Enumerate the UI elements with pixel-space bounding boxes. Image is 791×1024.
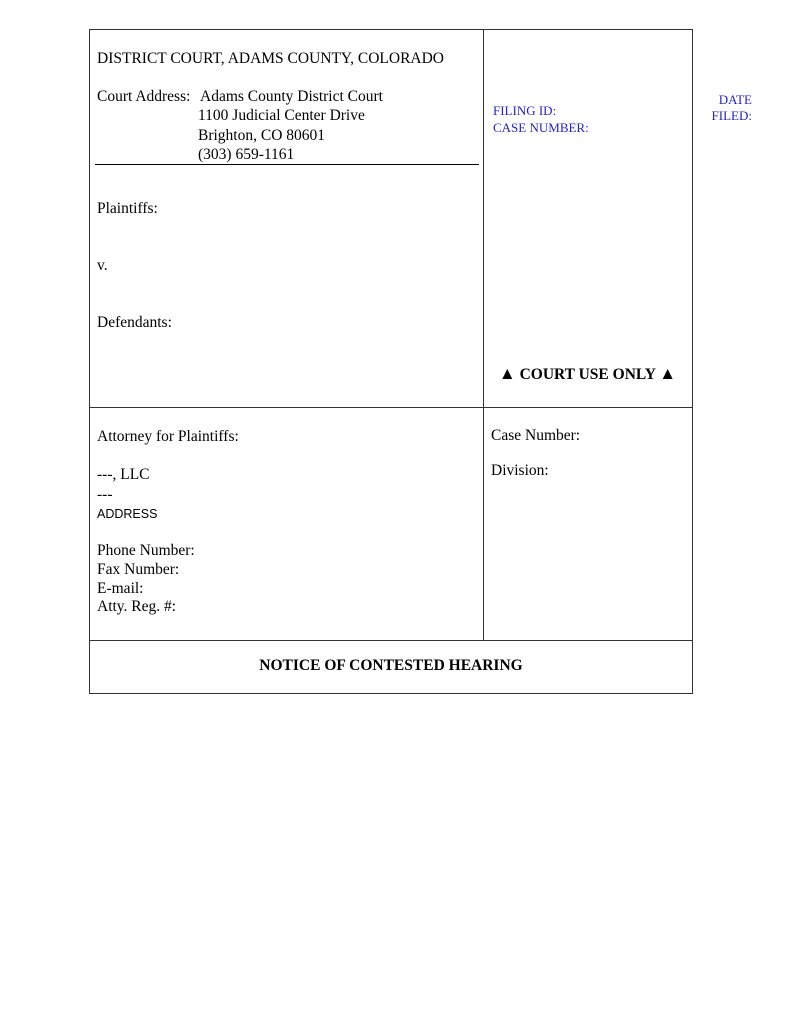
court-phone: (303) 659-1161 (198, 146, 295, 163)
attorney-address: ADDRESS (97, 507, 158, 521)
division-label: Division: (491, 462, 549, 479)
address-rule (95, 164, 479, 165)
attorney-firm: ---, LLC (97, 466, 150, 483)
court-address-label: Court Address: (97, 88, 191, 105)
date-filed-stamp (700, 92, 752, 124)
column-divider (483, 30, 484, 408)
plaintiffs-label: Plaintiffs: (97, 200, 158, 217)
court-address-line3: Brighton, CO 80601 (198, 127, 326, 144)
court-use-only-text: COURT USE ONLY (519, 366, 656, 383)
date-label: DATE (718, 92, 752, 107)
court-use-only-label (483, 364, 692, 384)
case-number-label: Case Number: (491, 427, 581, 444)
row-divider (90, 640, 692, 641)
caption-table (89, 29, 693, 694)
phone-label: Phone Number: (97, 542, 195, 559)
attorney-heading: Attorney for Plaintiffs: (97, 428, 239, 445)
filing-id-label: FILING ID: (493, 103, 557, 118)
filed-label: FILED: (711, 108, 752, 123)
court-name: DISTRICT COURT, ADAMS COUNTY, COLORADO (97, 50, 444, 67)
column-divider (483, 408, 484, 640)
email-label: E-mail: (97, 580, 144, 597)
stamp-case-number-label: CASE NUMBER: (493, 120, 589, 135)
row-divider (90, 407, 692, 408)
document-title: NOTICE OF CONTESTED HEARING (259, 657, 523, 674)
attorney-reg-label: Atty. Reg. #: (97, 598, 177, 615)
defendants-label: Defendants: (97, 314, 172, 331)
court-address-line1: Adams County District Court (200, 88, 383, 105)
attorney-name: --- (97, 486, 113, 503)
up-triangle-icon: ▲ (498, 364, 516, 383)
versus-text: v. (97, 257, 108, 274)
court-address-line2: 1100 Judicial Center Drive (198, 107, 365, 124)
up-triangle-icon: ▲ (659, 364, 677, 383)
fax-label: Fax Number: (97, 561, 180, 578)
